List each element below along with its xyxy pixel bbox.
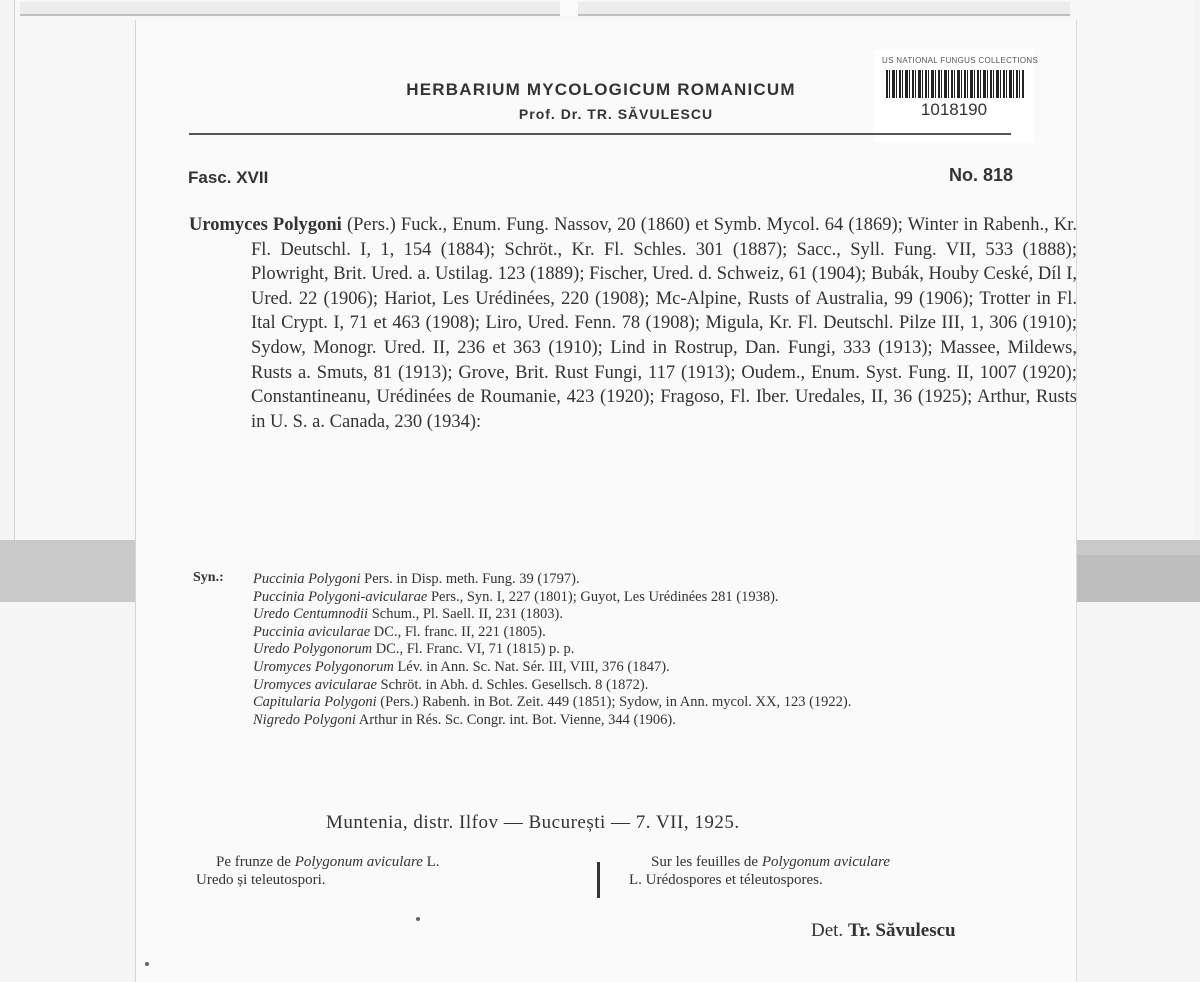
synonym-item: Uromyces avicularae Schröt. in Abh. d. Schles. Gesellsch. 8 (1872). xyxy=(253,676,649,693)
paper-speck xyxy=(416,917,420,921)
synonym-item: Uredo Centumnodii Schum., Pl. Saell. II, 231 (1803). xyxy=(253,606,563,623)
species-citation xyxy=(189,213,1077,434)
herbarium-label xyxy=(135,20,1077,982)
synonym-item: Capitularia Polygoni (Pers.) Rabenh. in Bot. Zeit. 449 (1851); Sydow, in Ann. mycol. XX, 123 (1922). xyxy=(253,694,852,711)
fascicle-label: Fasc. XVII xyxy=(188,168,269,187)
host-divider xyxy=(597,862,600,898)
synonym-item: Puccinia avicularae DC., Fl. franc. II, 221 (1805). xyxy=(253,623,546,640)
herbarium-title: HERBARIUM MYCOLOGICUM ROMANICUM xyxy=(406,80,796,99)
synonyms-label: Syn.: xyxy=(193,570,224,585)
determiner: Det. Tr. Săvulescu xyxy=(811,920,956,941)
specimen-number: No. 818 xyxy=(948,165,1013,185)
collection-locality: Muntenia, distr. Ilfov — București — 7. VII, 1925. xyxy=(326,812,740,833)
synonym-item: Nigredo Polygoni Arthur in Rés. Sc. Congr. int. Bot. Vienne, 344 (1906). xyxy=(253,711,676,728)
title-divider xyxy=(189,133,1011,135)
synonyms-list xyxy=(253,571,1013,729)
barcode-number: 1018190 xyxy=(920,100,988,119)
citation-references: (Pers.) Fuck., Enum. Fung. Nassov, 20 (1860) et Symb. Mycol. 64 (1869); Winter in Rabenh., Kr. Fl. Deutschl. I, 1, 154 (1884); Schröt., Kr. Fl. Schles. 301 (1887); Sacc., Syll. Fung. VII, 533 (1888); Plowright, Brit. Ured. a. Ustilag. 123 (1889); Fischer, Ured. d. Schweiz, 61 (1904); Bubák, Houby Ceské, Díl I, Ured. 22 (1906); Hariot, Les Urédinées, 220 (1908); Mc-Alpine, Rusts of Australia, 99 (1906); Trotter in Fl. Ital Crypt. I, 71 et 463 (1908); Liro, Ured. Fenn. 78 (1908); Migula, Kr. Fl. Deutschl. Pilze III, 1, 306 (1910); Sydow, Monogr. Ured. II, 236 et 363 (1910); Lind in Rostrup, Dan. Fungi, 333 (1913); Massee, Mildews, Rusts a. Smuts, 81 (1913); Grove, Brit. Rust Fungi, 117 (1913); Oudem., Enum. Syst. Fung. II, 1007 (1920); Constantineanu, Urédinées de Roumanie, 423 (1920); Fragoso, Fl. Iber. Uredales, II, 36 (1925); Arthur, Rusts in U. S. a. Canada, 230 (1934): xyxy=(251,215,1078,432)
synonym-item: Uromyces Polygonorum Lév. in Ann. Sc. Nat. Sér. III, VIII, 376 (1847). xyxy=(253,658,670,675)
paper-speck xyxy=(145,962,149,966)
species-name: Uromyces Polygoni xyxy=(189,215,342,235)
synonym-item: Puccinia Polygoni Pers. in Disp. meth. Fung. 39 (1797). xyxy=(253,571,580,587)
host-french: Sur les feuilles de Polygonum aviculare L. Urédospores et téleutospores. xyxy=(629,854,890,888)
host-romanian: Pe frunze de Polygonum aviculare L. Uredo și teleutospori. xyxy=(196,854,440,888)
sheet-edge xyxy=(14,0,15,545)
barcode-sticker xyxy=(874,50,1039,142)
barcode-caption: US NATIONAL FUNGUS COLLECTIONS xyxy=(882,56,1039,65)
herbarium-curator: Prof. Dr. TR. SĂVULESCU xyxy=(518,106,714,122)
synonym-item: Puccinia Polygoni-avicularae Pers., Syn. I, 227 (1801); Guyot, Les Urédinées 281 (1938). xyxy=(253,588,779,605)
top-tape-strip xyxy=(20,2,1070,16)
barcode-icon xyxy=(886,70,1024,98)
synonym-item: Uredo Polygonorum DC., Fl. Franc. VI, 71 (1815) p. p. xyxy=(253,641,575,658)
tape-gap xyxy=(560,0,578,16)
